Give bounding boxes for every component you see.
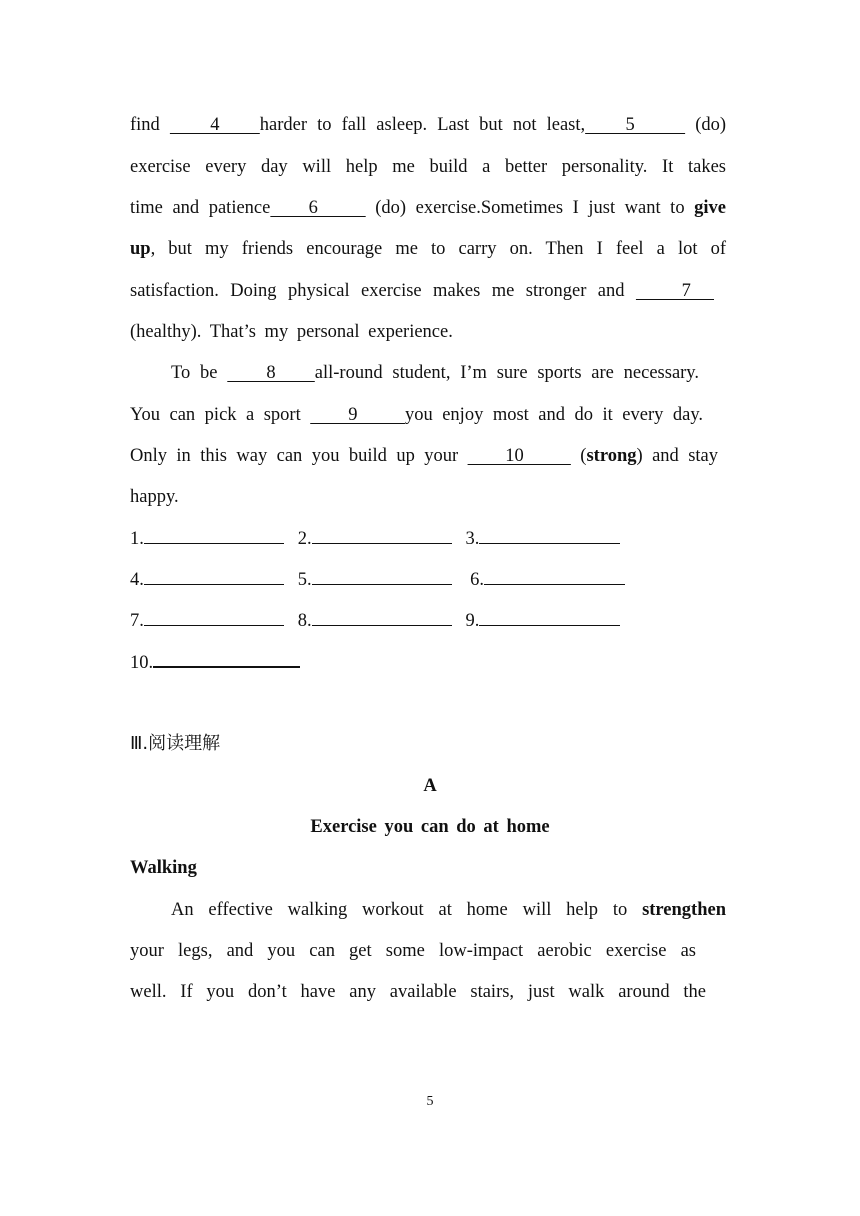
answer-label: 10. (130, 653, 154, 673)
text: You can pick a sport (130, 405, 311, 425)
answer-1 (130, 527, 284, 551)
answer-9 (466, 609, 621, 633)
answer-blank[interactable] (312, 568, 452, 585)
answer-label: 2. (297, 529, 312, 549)
bold-word-strong: strong (586, 446, 637, 466)
text: well. If you don’t have any available stairs, just walk around the (130, 982, 706, 1002)
blank-5: 5 (585, 115, 686, 135)
answer-5 (298, 568, 452, 592)
text: time and patience (130, 198, 271, 218)
answer-blank[interactable] (479, 527, 620, 544)
text: , but my friends encourage me to carry on. Then I feel a lot of (150, 239, 726, 259)
answer-label: 1. (130, 529, 144, 549)
answer-3 (466, 527, 621, 551)
text: An effective walking workout at home will help to (171, 900, 643, 920)
answer-8 (298, 609, 452, 633)
answer-6 (470, 568, 625, 592)
passage-line-10 (130, 485, 726, 509)
answer-blank[interactable] (312, 527, 452, 544)
reading-line-3 (130, 980, 706, 1004)
bold-word-up: up (130, 239, 151, 259)
text: find (130, 115, 170, 135)
passage-line-9 (130, 444, 718, 468)
answer-label: 3. (465, 529, 480, 549)
passage-line-2 (130, 155, 726, 179)
passage-line-3 (130, 196, 726, 220)
text: you enjoy most and do it every day. (404, 405, 703, 425)
answer-7 (130, 609, 284, 633)
text: satisfaction. Doing physical exercise makes me stronger and (130, 281, 636, 301)
answer-10 (130, 650, 300, 675)
answer-blank[interactable] (144, 609, 284, 626)
text: all-round student, I’m sure sports are necessary. (314, 363, 699, 383)
answer-blank[interactable] (144, 568, 284, 585)
blank-4: 4 (169, 115, 260, 135)
reading-title: Exercise you can do at home (310, 817, 550, 837)
text: (healthy). That’s my personal experience. (130, 322, 453, 342)
answer-label: 9. (465, 611, 480, 631)
answer-label: 8. (297, 611, 312, 631)
text: harder to fall asleep. Last but not least, (259, 115, 586, 135)
blank-9: 9 (310, 405, 405, 425)
bold-word-strengthen: strengthen (642, 900, 726, 920)
passage-line-7 (171, 361, 699, 385)
passage-line-1 (130, 113, 726, 137)
passage-line-4 (130, 237, 726, 261)
answer-2 (298, 527, 452, 551)
answer-4 (130, 568, 284, 592)
answer-blank[interactable] (312, 609, 452, 626)
text: ( (570, 446, 587, 466)
text: exercise every day will help me build a better personality. It takes (130, 157, 726, 177)
text: (do) exercise.Sometimes I just want to (365, 198, 695, 218)
page-number: 5 (426, 1094, 434, 1109)
text: ) and stay (636, 446, 718, 466)
answer-label: 7. (130, 611, 144, 631)
text: Only in this way can you build up your (130, 446, 468, 466)
blank-10: 10 (467, 446, 571, 466)
blank-7: 7 (635, 281, 714, 301)
blank-8: 8 (227, 363, 315, 383)
reading-line-2 (130, 939, 696, 963)
passage-line-5 (130, 279, 714, 303)
passage-letter: A (423, 776, 437, 796)
answer-label: 5. (297, 570, 312, 590)
passage-line-6 (130, 320, 726, 344)
answer-row-4 (130, 650, 726, 675)
answer-label: 6. (470, 570, 484, 590)
text: (do) (685, 115, 727, 135)
bold-word-give: give (694, 198, 726, 218)
answer-blank[interactable] (153, 650, 300, 668)
blank-6: 6 (270, 198, 366, 218)
answer-row-2 (130, 568, 726, 592)
text: To be (171, 363, 228, 383)
passage-line-8 (130, 403, 703, 427)
answer-label: 4. (130, 570, 144, 590)
answer-row-1 (130, 527, 726, 551)
answer-row-3 (130, 609, 726, 633)
text: happy. (130, 487, 179, 507)
answer-blank[interactable] (144, 527, 284, 544)
answer-blank[interactable] (484, 568, 625, 585)
section-heading: Ⅲ.阅读理解 (130, 733, 221, 754)
subheading-walking: Walking (130, 858, 197, 878)
reading-line-1 (171, 898, 726, 922)
answer-blank[interactable] (479, 609, 620, 626)
text: your legs, and you can get some low-impact aerobic exercise as (130, 941, 696, 961)
